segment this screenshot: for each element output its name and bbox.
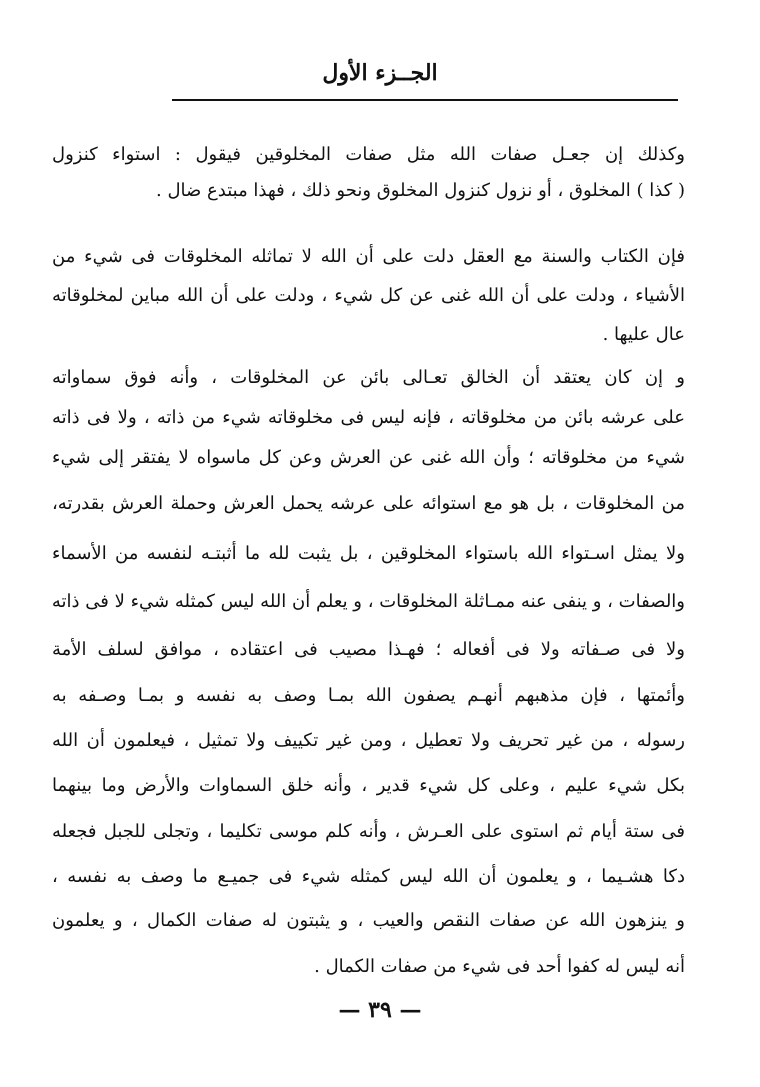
text-line: ولا يمثل اسـتواء الله باستواء المخلوقين ، بل يثبت لله ما أثبتـه لنفسه من الأسماء: [52, 543, 685, 564]
text-line: و إن كان يعتقد أن الخالق تعـالى بائن عن المخلوقات ، وأنه فوق سماواته: [52, 367, 685, 388]
text-line: عال عليها .: [602, 324, 685, 345]
header-divider: [172, 99, 678, 101]
text-line: والصفات ، و ينفى عنه ممـاثلة المخلوقات ، و يعلم أن الله ليس كمثله شيء لا فى ذاته: [51, 591, 685, 612]
text-line: ( كذا ) المخلوق ، أو نزول كنزول المخلوق ونحو ذلك ، فهذا مبتدع ضال .: [156, 180, 685, 201]
text-line: بكل شيء عليم ، وعلى كل شيء قدير ، وأنه خلق السماوات والأرض وما بينهما: [52, 775, 685, 796]
text-line: أنه ليس له كفوا أحد فى شيء من صفات الكمال .: [314, 956, 685, 977]
page-number: — ٣٩ —: [338, 997, 422, 1023]
text-line: من المخلوقات ، بل هو مع استوائه على عرشه يحمل العرش وحملة العرش بقدرته،: [52, 493, 685, 514]
text-line: دكا هشـيما ، و يعلمون أن الله ليس كمثله شيء فى جميـع ما وصف به نفسه ،: [52, 866, 685, 887]
text-line: الأشياء ، ودلت على أن الله غنى عن كل شيء ، ودلت على أن الله مباين لمخلوقاته: [52, 285, 685, 306]
text-line: شيء من مخلوقاته ؛ وأن الله غنى عن العرش وعن كل ماسواه لا يفتقر إلى شيء: [52, 447, 685, 468]
text-line: رسوله ، من غير تحريف ولا تعطيل ، ومن غير تكييف ولا تمثيل ، فيعلمون أن الله: [52, 730, 685, 751]
running-header: الجــزء الأول: [322, 60, 438, 86]
text-line: على عرشه بائن من مخلوقاته ، فإنه ليس فى مخلوقاته شيء من ذاته ، ولا فى ذاته: [52, 407, 685, 428]
text-line: فإن الكتاب والسنة مع العقل دلت على أن الله لا تماثله المخلوقات فى شيء من: [52, 246, 685, 267]
text-line: و ينزهون الله عن صفات النقص والعيب ، و يثبتون له صفات الكمال ، و يعلمون: [52, 910, 685, 931]
text-line: فى ستة أيام ثم استوى على العـرش ، وأنه كلم موسى تكليما ، وتجلى للجبل فجعله: [52, 821, 685, 842]
text-line: ولا فى صـفاته ولا فى أفعاله ؛ فهـذا مصيب فى اعتقاده ، موافق لسلف الأمة: [52, 639, 685, 660]
text-line: وأئمتها ، فإن مذهبهم أنهـم يصفون الله بمـا وصف به نفسه و بمـا وصـفه به: [52, 685, 685, 706]
text-line: وكذلك إن جعـل صفات الله مثل صفات المخلوقين فيقول : استواء كنزول: [52, 144, 685, 165]
